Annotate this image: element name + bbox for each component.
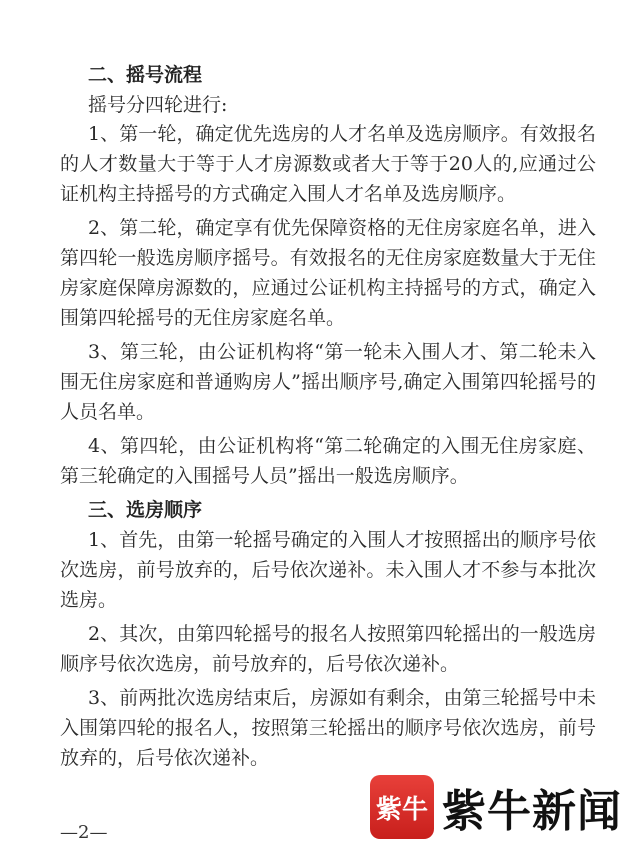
logo-icon: 紫牛	[370, 775, 434, 839]
page-number: —2—	[60, 822, 108, 843]
paragraph-line: 次选房，前号放弃的，后号依次递补。未入围人才不参与本批次	[60, 559, 596, 581]
paragraph-line: 第四轮一般选房顺序摇号。有效报名的无住房家庭数量大于无住	[60, 247, 596, 269]
paragraph-line: 顺序号依次选房，前号放弃的，后号依次递补。	[60, 653, 460, 675]
section-2-heading: 二、摇号流程	[88, 64, 203, 86]
paragraph-line: 围无住房家庭和普通购房人”摇出顺序号,确定入围第四轮摇号的	[60, 371, 596, 393]
paragraph-line: 3、第三轮，由公证机构将“第一轮未入围人才、第二轮未入	[88, 341, 596, 363]
watermark-logo	[370, 775, 622, 839]
paragraph-line: 的人才数量大于等于人才房源数或者大于等于20人的,应通过公	[60, 153, 596, 175]
paragraph-line: 第三轮确定的入围摇号人员”摇出一般选房顺序。	[60, 465, 469, 487]
paragraph-line: 2、第二轮，确定享有优先保障资格的无住房家庭名单，进入	[88, 217, 596, 239]
paragraph-line: 人员名单。	[60, 401, 156, 423]
paragraph-line: 选房。	[60, 589, 118, 611]
paragraph-line: 1、首先，由第一轮摇号确定的入围人才按照摇出的顺序号依	[88, 529, 596, 551]
paragraph-line: 房家庭保障房源数的，应通过公证机构主持摇号的方式，确定入	[60, 277, 596, 299]
paragraph-line: 围第四轮摇号的无住房家庭名单。	[60, 307, 346, 329]
section-3-heading: 三、选房顺序	[88, 499, 203, 521]
paragraph-line: 4、第四轮，由公证机构将“第二轮确定的入围无住房家庭、	[88, 435, 596, 457]
paragraph-line: 2、其次，由第四轮摇号的报名人按照第四轮摇出的一般选房	[88, 623, 596, 645]
paragraph-line: 1、第一轮，确定优先选房的人才名单及选房顺序。有效报名	[88, 123, 596, 145]
section-2-intro: 摇号分四轮进行:	[88, 94, 228, 116]
paragraph-line: 入围第四轮的报名人，按照第三轮摇出的顺序号依次选房，前号	[60, 717, 596, 739]
logo-text: 紫牛新闻	[442, 786, 622, 837]
paragraph-line: 放弃的，后号依次递补。	[60, 747, 270, 769]
paragraph-line: 3、前两批次选房结束后，房源如有剩余，由第三轮摇号中未	[88, 687, 596, 709]
paragraph-line: 证机构主持摇号的方式确定入围人才名单及选房顺序。	[60, 183, 517, 205]
